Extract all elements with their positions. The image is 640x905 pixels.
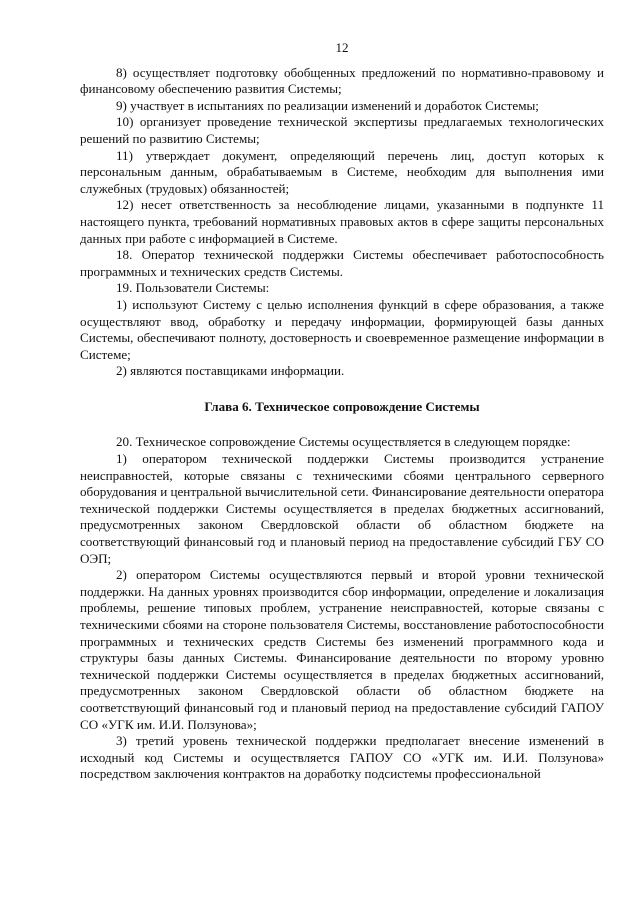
item-10-paragraph: 10) организует проведение технической экспертизы предлагаемых технологических решений по развитию Системы;	[80, 114, 604, 146]
clause-19-item-1-paragraph: 1) используют Систему с целью исполнения функций в сфере образования, а также осуществляют ввод, обработку и передачу информации, формирующей базы данных Системы, обеспечивают полноту, достоверность и своевременное размещение информации в Системе;	[80, 296, 604, 362]
clause-20-item-2-paragraph: 2) оператором Системы осуществляются первый и второй уровни технической поддержки. На данных уровнях производится сбор информации, определение и локализация проблемы, решение типовых проблем, устранение неисправностей, которые связаны с техническими сбоями на стороне пользователя Системы, восстановление работоспособности программных и технических средств Системы без изменений программного кода и структуры базы данных Системы. Финансирование деятельности по второму уровню технической поддержки Системы осуществляется в пределах бюджетных ассигнований, предусмотренных законом Свердловской области об областном бюджете на соответствующий финансовый год и плановый период на предоставление субсидий ГАПОУ СО «УГК им. И.И. Ползунова»;	[80, 567, 604, 732]
clause-19-paragraph: 19. Пользователи Системы:	[116, 280, 270, 296]
clause-20-item-1-paragraph: 1) оператором технической поддержки Системы производится устранение неисправностей, которые связаны с техническими сбоями центрального серверного оборудования и центральной вычислительной сети. Финансирование деятельности оператора технической поддержки Системы осуществляется в пределах бюджетных ассигнований, предусмотренных законом Свердловской области об областном бюджете на соответствующий финансовый год и плановый период на предоставление субсидий ГБУ СО ОЭП;	[80, 451, 604, 566]
item-8-paragraph: 8) осуществляет подготовку обобщенных предложений по нормативно-правовому и финансовому обеспечению развития Системы;	[80, 64, 604, 97]
item-12-paragraph: 12) несет ответственность за несоблюдение лицами, указанными в подпункте 11 настоящего пункта, требований нормативных правовых актов в сфере защиты персональных данных при работе с информацией в Системе.	[80, 197, 604, 246]
chapter-heading: Глава 6. Техническое сопровождение Системы	[204, 398, 480, 414]
clause-20-item-3-paragraph: 3) третий уровень технической поддержки предполагает внесение изменений в исходный код Системы и осуществляется ГАПОУ СО «УГК им. И.И. Ползунова» посредством заключения контрактов на доработку подсистемы профессиональной	[80, 733, 604, 782]
clause-19-item-2-paragraph: 2) являются поставщиками информации.	[116, 363, 345, 379]
clause-18-paragraph: 18. Оператор технической поддержки Системы обеспечивает работоспособность программных и технических средств Системы.	[80, 247, 604, 279]
item-11-paragraph: 11) утверждает документ, определяющий перечень лиц, доступ которых к персональным данным, обрабатываемым в Системе, необходим для выполнения ими служебных (трудовых) обязанностей;	[80, 147, 604, 196]
page-number: 12	[335, 40, 349, 55]
item-9-paragraph: 9) участвует в испытаниях по реализации изменений и доработок Системы;	[116, 97, 539, 113]
clause-20-paragraph: 20. Техническое сопровождение Системы осуществляется в следующем порядке:	[116, 434, 571, 450]
